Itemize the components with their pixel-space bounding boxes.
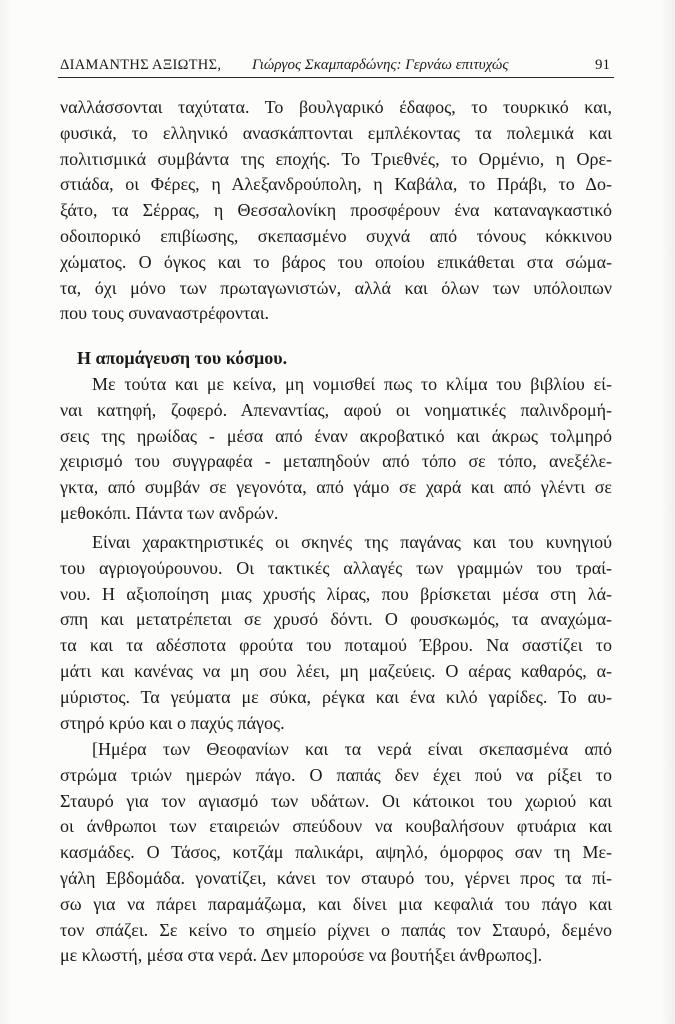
text-line: τα, όχι μόνο των πρωταγωνιστών, αλλά και όλων των υπόλοιπων	[60, 277, 612, 298]
paragraph-3	[60, 530, 612, 736]
section-heading: Η απομάγευση του κόσμου.	[77, 348, 288, 368]
running-head	[60, 55, 612, 75]
text-line: [Ημέρα των Θεοφανίων και τα νερά είναι σκεπασμένα από	[92, 739, 612, 759]
text-line: στηρό κρύο και ο παχύς πάγος.	[60, 712, 285, 733]
text-line: γάλη Εβδομάδα. γονατίζει, κάνει τον σταυρό του, γέρνει προς τα πί-	[60, 867, 612, 888]
text-line: στιάδα, οι Φέρες, η Αλεξανδρούπολη, η Καβάλα, το Πράβι, το Δο-	[60, 174, 612, 195]
text-line: Σταυρό για τον αγιασμό των υδάτων. Οι κάτοικοι του χωριού και	[60, 790, 612, 811]
text-line: γκτα, από συμβάν σε γεγονότα, από γάμο σε χαρά και από γλέντι σε	[60, 477, 612, 498]
text-line: χειρισμό του συγγραφέα - μεταπηδούν από τόπο σε τόπο, ανεξέλε-	[60, 451, 612, 472]
text-line: κασμάδες. Ο Τάσος, κοτζάμ παλικάρι, αψηλό, όμορφος σαν τη Με-	[60, 842, 612, 863]
text-line: ξάτο, τα Σέρρας, η Θεσσαλονίκη προσφέρουν ένα καταναγκαστικό	[60, 200, 612, 221]
text-line: φυσικά, το ελληνικό ανασκάπτονται εμπλέκοντας τα πολεμικά και	[60, 122, 612, 143]
running-head-author: ΔΙΑΜΑΝΤΗΣ ΑΞΙΩΤΗΣ,	[60, 57, 222, 73]
text-line: Είναι χαρακτηριστικές οι σκηνές της παγάνας και του κυνηγιού	[92, 532, 612, 552]
text-line: χώματος. Ο όγκος και το βάρος του οποίου επικάθεται στα σώμα-	[60, 251, 612, 272]
text-line: σεις της ηρωίδας - μέσα από έναν ακροβατικό και άκρως τολμηρό	[60, 425, 612, 446]
text-line: στρώμα τριών ημερών πάγο. Ο παπάς δεν έχει πού να ρίξει το	[60, 764, 612, 785]
text-line: ναι κατηφή, ζοφερό. Απεναντίας, αφού οι νοηματικές παλινδρομή-	[60, 399, 612, 420]
text-line: μεθοκόπι. Πάντα των ανδρών.	[60, 502, 279, 523]
text-line: νου. Η αξιοποίηση μιας χρυσής λίρας, που βρίσκεται μέσα στη λά-	[60, 583, 612, 604]
text-line: του αγριογούρουνου. Οι τακτικές αλλαγές των γραμμών του τραί-	[60, 557, 612, 578]
text-line: με κλωστή, μέσα στα νερά. Δεν μπορούσε να βουτήξει άνθρωπος].	[60, 945, 543, 966]
page-number: 91	[595, 57, 610, 73]
text-line: μάτι και κανένας να μη σου λέει, μη μαζεύεις. Ο αέρας καθαρός, α-	[60, 660, 612, 681]
text-line: οι άνθρωποι των εταιρειών σπεύδουν να κουβαλήσουν φτυάρια και	[60, 816, 612, 837]
paragraph-2	[60, 372, 612, 527]
header-rule	[58, 77, 614, 78]
text-line: που τους συναναστρέφονται.	[60, 303, 270, 324]
paragraph-4	[60, 737, 612, 969]
text-line: οδοιπορικό επιβίωσης, σκεπασμένο συχνά από τόνους κόκκινου	[60, 225, 612, 246]
running-head-title: Γιώργος Σκαμπαρδώνης: Γερνάω επιτυχώς	[252, 57, 509, 73]
text-line: σω για να πάρει παραμάζωμα, και δίνει μια κεφαλιά του πάγο και	[60, 893, 612, 914]
text-line: μύριστος. Τα γεύματα με σύκα, ρέγκα και ένα κιλό γαρίδες. Το αυ-	[60, 686, 612, 707]
text-line: σπη και μετατρέπεται σε χρυσό δόντι. Ο φουσκωμός, τα αναχώμα-	[60, 609, 612, 630]
paragraph-1	[60, 95, 612, 327]
text-line: τα και τα αδέσποτα φρούτα του ποταμού Έβρου. Να σαστίζει το	[60, 635, 612, 656]
text-line: Με τούτα και με κείνα, μη νομισθεί πως το κλίμα του βιβλίου εί-	[92, 374, 612, 394]
text-line: ναλλάσσονται ταχύτατα. Το βουλγαρικό έδαφος, το τουρκικό και,	[60, 97, 612, 117]
text-line: τον σπάζει. Σε κείνο το σημείο ρίχνει ο παπάς τον Σταυρό, δεμένο	[60, 919, 612, 940]
text-line: πολιτισμικά συμβάντα της εποχής. Το Τριεθνές, το Ορμένιο, η Ορε-	[60, 148, 612, 169]
